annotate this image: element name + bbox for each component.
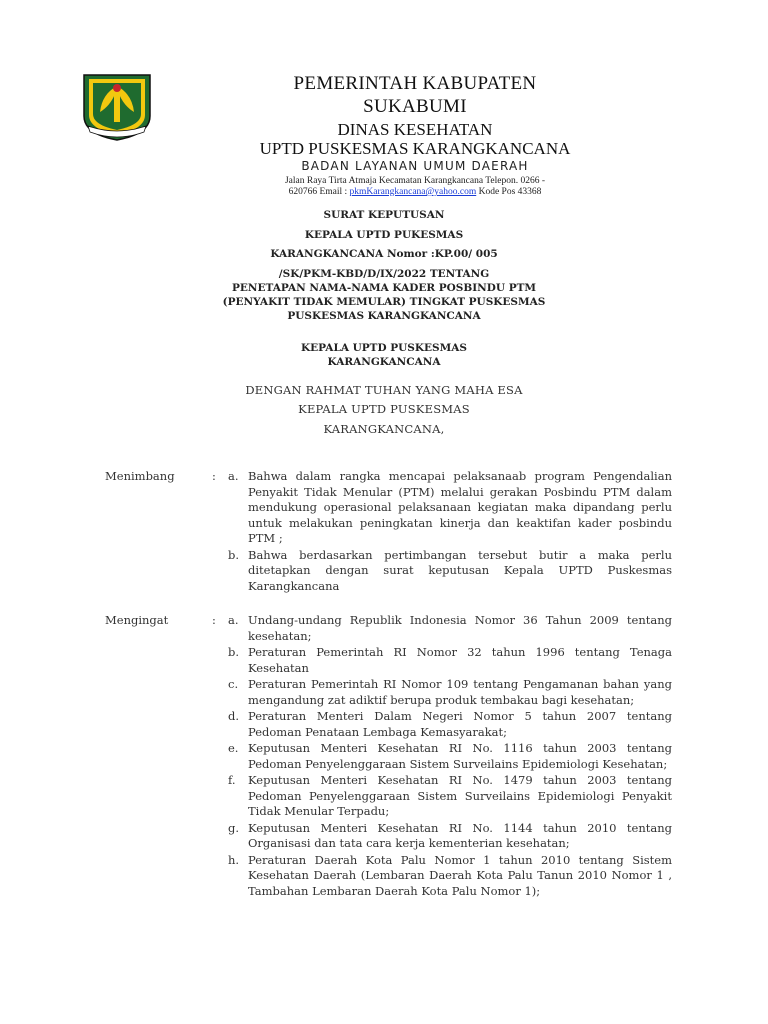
list-item: a. Bahwa dalam rangka mencapai pelaksanaab program Pengendalian Penyakit Tidak Menular (PTM) melalui gerakan Posbindu PTM dalam mendukung operasional pelaksanaan kegiatan maka dipandang perlu untuk melakukan peningkatan kinerja dan keaktifan kader posbindu PTM ; — [228, 469, 672, 545]
list-item: c. Peraturan Pemerintah RI Nomor 109 tentang Pengamanan bahan yang mengandung zat adiktif berupa produk tembakau bagi kesehatan; — [228, 677, 672, 707]
decree-subject-line-4: PUSKESMAS KARANGKANCANA — [287, 310, 481, 322]
decree-title: SURAT KEPUTUSAN — [323, 209, 445, 221]
letterhead — [190, 72, 640, 198]
authority-line-2: KARANGKANCANA — [327, 356, 441, 368]
authority-line-1: KEPALA UPTD PUSKESMAS — [301, 342, 467, 354]
list-item: g. Keputusan Menteri Kesehatan RI No. 1144 tahun 2010 tentang Organisasi dan tata cara kerja kementerian kesehatan; — [228, 820, 672, 850]
letterhead-agency: DINAS KESEHATAN — [337, 120, 493, 139]
list-item: d. Peraturan Menteri Dalam Negeri Nomor 5 tahun 2007 tentang Pedoman Penataan Lembaga Kemasyarakat; — [228, 709, 672, 739]
list-item: b. Bahwa berdasarkan pertimbangan tersebut butir a maka perlu ditetapkan dengan surat keputusan Kepala UPTD Puskesmas Karangkancana — [228, 547, 672, 593]
letterhead-address — [190, 176, 640, 198]
menimbang-list — [228, 469, 672, 595]
mengingat-colon: : — [212, 613, 216, 627]
address-prefix: 620766 Email : — [288, 187, 348, 197]
decree-subject-line-2: PENETAPAN NAMA-NAMA KADER POSBINDU PTM — [231, 282, 537, 294]
decree-authority — [140, 341, 628, 369]
decree-subject — [140, 267, 628, 323]
regency-logo-icon — [80, 72, 154, 142]
letterhead-status: BADAN LAYANAN UMUM DAERAH — [301, 159, 529, 173]
preamble-place: KARANGKANCANA, — [323, 422, 445, 436]
letterhead-government: PEMERINTAH KABUPATEN — [293, 73, 537, 94]
address-line-2 — [190, 187, 640, 198]
list-item: f. Keputusan Menteri Kesehatan RI No. 1479 tahun 2003 tentang Pedoman Penyelenggaraan Sistem Surveilains Epidemiologi Penyakit Tidak Menular Terpadu; — [228, 773, 672, 818]
list-item: b. Peraturan Pemerintah RI Nomor 32 tahun 1996 tentang Tenaga Kesehatan — [228, 645, 672, 675]
email-link[interactable]: pkmKarangkancana@yahoo.com — [349, 187, 477, 197]
mengingat-list — [228, 613, 672, 900]
menimbang-label: Menimbang — [105, 469, 175, 483]
letterhead-unit: UPTD PUSKESMAS KARANGKANCANA — [259, 139, 571, 158]
address-line-1: Jalan Raya Tirta Atmaja Kecamatan Karangkancana Telepon. 0266 - — [284, 176, 546, 186]
list-item: a. Undang-undang Republik Indonesia Nomor 36 Tahun 2009 tentang kesehatan; — [228, 613, 672, 643]
address-postcode: Kode Pos 43368 — [478, 187, 542, 197]
list-item: h. Peraturan Daerah Kota Palu Nomor 1 tahun 2010 tentang Sistem Kesehatan Daerah (Lembaran Daerah Kota Palu Tanun 2010 Nomor 1 , Tambahan Lembaran Daerah Kota Palu Nomor 1); — [228, 852, 672, 898]
letterhead-regency: SUKABUMI — [363, 96, 467, 117]
decree-subject-line-1: /SK/PKM-KBD/D/IX/2022 TENTANG — [278, 268, 490, 280]
preamble-head: KEPALA UPTD PUSKESMAS — [298, 402, 470, 416]
decree-subject-line-3: (PENYAKIT TIDAK MEMULAR) TINGKAT PUSKESMAS — [222, 296, 546, 308]
decree-number: KARANGKANCANA Nomor :KP.00/ 005 — [270, 248, 498, 260]
decree-issuer: KEPALA UPTD PUKESMAS — [304, 229, 464, 241]
list-item: e. Keputusan Menteri Kesehatan RI No. 1116 tahun 2003 tentang Pedoman Penyelenggaraan Sistem Surveilains Epidemiologi Kesehatan; — [228, 741, 672, 771]
menimbang-colon: : — [212, 469, 216, 483]
mengingat-label: Mengingat — [105, 613, 169, 627]
preamble-blessing: DENGAN RAHMAT TUHAN YANG MAHA ESA — [245, 383, 523, 397]
